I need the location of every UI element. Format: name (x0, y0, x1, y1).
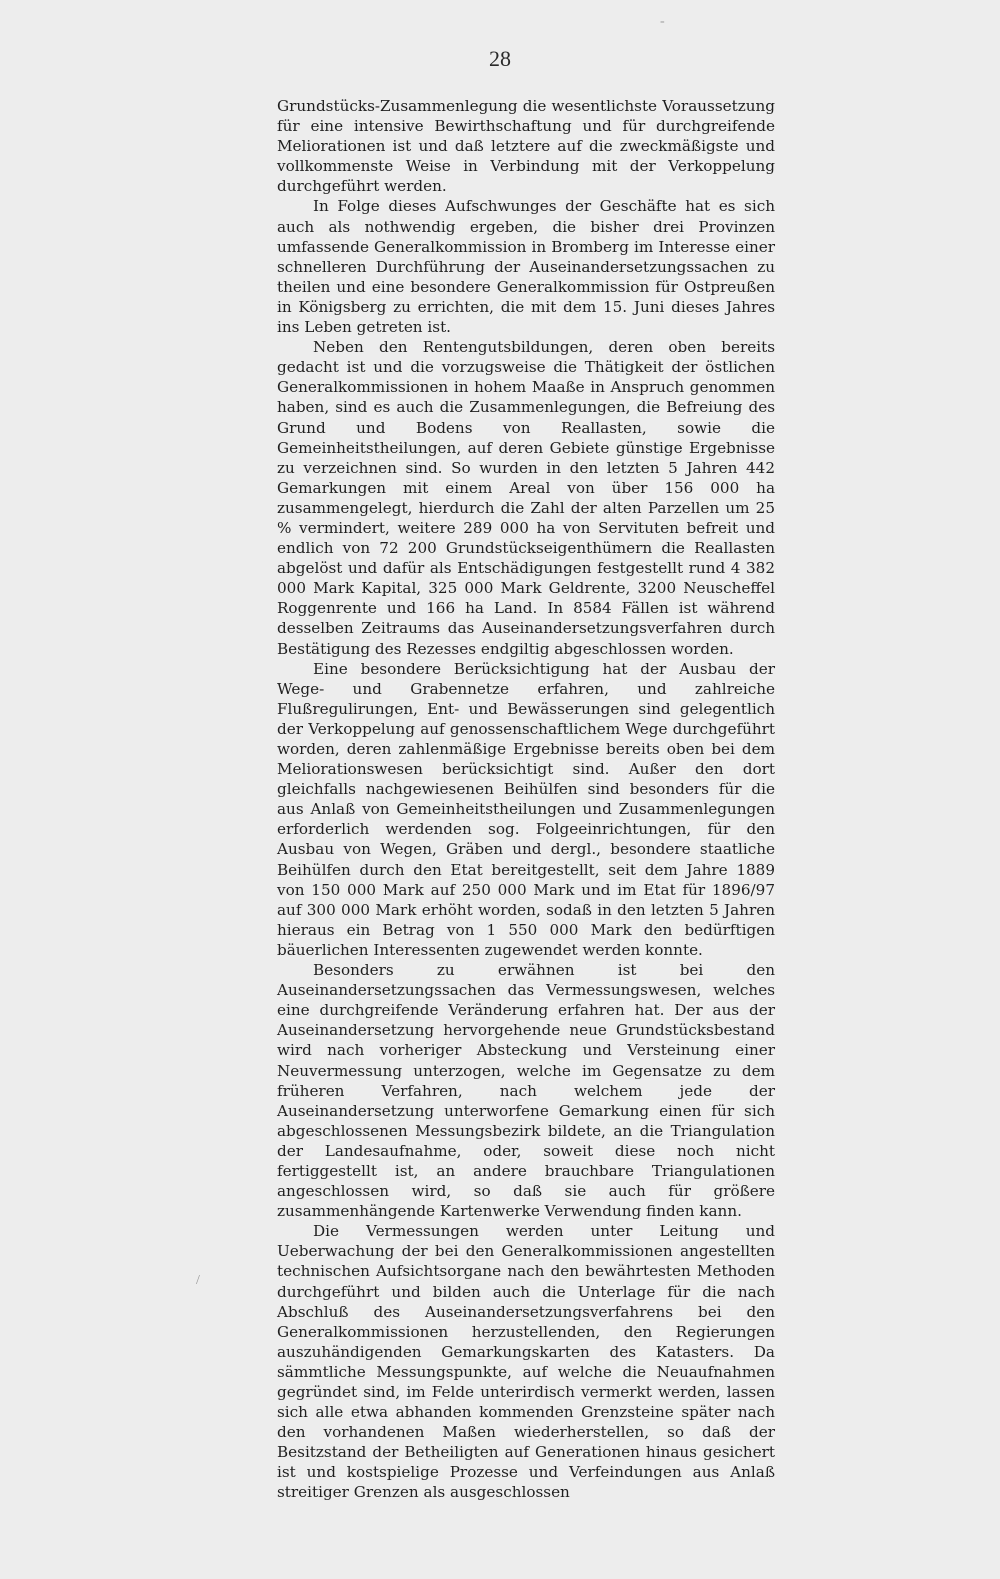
paragraph-3: Neben den Rentengutsbildungen, deren oben bereits gedacht ist und die vorzugsweise die Thätigkeit der östlichen Generalkommissionen in hohem Maaße in Anspruch genommen haben, sind es auch die Zusammenlegungen, die Befreiung des Grund und Bodens von Reallasten, sowie die Gemeinheitstheilungen, auf deren Gebiete günstige Ergebnisse zu verzeichnen sind. So wurden in den letzten 5 Jahren 442 Gemarkungen mit einem Areal von über 156 000 ha zusammengelegt, hierdurch die Zahl der alten Parzellen um 25 % vermindert, weitere 289 000 ha von Servituten befreit und endlich von 72 200 Grundstückseigenthümern die Reallasten abgelöst und dafür als Entschädigungen festgestellt rund 4 382 000 Mark Kapital, 325 000 Mark Geldrente, 3200 Neuscheffel Roggenrente und 166 ha Land. In 8584 Fällen ist während desselben Zeitraums das Auseinandersetzungsverfahren durch Bestätigung des Rezesses endgiltig abgeschlossen worden. (277, 338, 775, 658)
paragraph-1: Grundstücks-Zusammenlegung die wesentlichste Voraussetzung für eine intensive Bewirthschaftung und für durchgreifende Meliorationen ist und daß letztere auf die zweckmäßigste und vollkommenste Weise in Verbindung mit der Verkoppelung durchgeführt werden. (277, 97, 775, 196)
paragraph-5: Besonders zu erwähnen ist bei den Auseinandersetzungssachen das Vermessungswesen, welches eine durchgreifende Veränderung erfahren hat. Der aus der Auseinandersetzung hervorgehende neue Grundstücksbestand wird nach vorheriger Absteckung und Versteinung einer Neuvermessung unterzogen, welche im Gegensatze zu dem früheren Verfahren, nach welchem jede der Auseinandersetzung unterworfene Gemarkung einen für sich abgeschlossenen Messungsbezirk bildete, an die Triangulation der Landesaufnahme, oder, soweit diese noch nicht fertiggestellt ist, an andere brauchbare Triangulationen angeschlossen wird, so daß sie auch für größere zusammenhängende Kartenwerke Verwendung finden kann. (277, 961, 775, 1221)
margin-mark: / (196, 1273, 200, 1288)
paragraph-4: Eine besondere Berücksichtigung hat der Ausbau der Wege- und Grabennetze erfahren, und zahlreiche Flußregulirungen, Ent- und Bewässerungen sind gelegentlich der Verkoppelung auf genossenschaftlichem Wege durchgeführt worden, deren zahlenmäßige Ergebnisse bereits oben bei dem Meliorationswesen berücksichtigt sind. Außer den dort gleichfalls nachgewiesenen Beihülfen sind besonders für die aus Anlaß von Gemeinheitstheilungen und Zusammenlegungen erforderlich werdenden sog. Folgeeinrichtungen, für den Ausbau von Wegen, Gräben und dergl., besondere staatliche Beihülfen durch den Etat bereitgestellt, seit dem Jahre 1889 von 150 000 Mark auf 250 000 Mark und im Etat für 1896/97 auf 300 000 Mark erhöht worden, sodaß in den letzten 5 Jahren hieraus ein Betrag von 1 550 000 Mark den bedürftigen bäuerlichen Interessenten zugewendet werden konnte. (277, 659, 775, 959)
margin-mark-top: - (660, 14, 665, 29)
body-text (277, 96, 775, 1503)
paragraph-6: Die Vermessungen werden unter Leitung und Ueberwachung der bei den Generalkommissionen angestellten technischen Aufsichtsorgane nach den bewährtesten Methoden durchgeführt und bilden auch die Unterlage für die nach Abschluß des Auseinandersetzungsverfahrens bei den Generalkommissionen herzustellenden, den Regierungen auszuhändigenden Gemarkungskarten des Katasters. Da sämmtliche Messungspunkte, auf welche die Neuaufnahmen gegründet sind, im Felde unterirdisch vermerkt werden, lassen sich alle etwa abhanden kommenden Grenzsteine später nach den vorhandenen Maßen wiederherstellen, so daß der Besitzstand der Betheiligten auf Generationen hinaus gesichert ist und kostspielige Prozesse und Verfeindungen aus Anlaß streitiger Grenzen als ausgeschlossen (277, 1222, 775, 1502)
paragraph-2: In Folge dieses Aufschwunges der Geschäfte hat es sich auch als nothwendig ergeben, die bisher drei Provinzen umfassende Generalkommission in Bromberg im Interesse einer schnelleren Durchführung der Auseinandersetzungssachen zu theilen und eine besondere Generalkommission für Ostpreußen in Königsberg zu errichten, die mit dem 15. Juni dieses Jahres ins Leben getreten ist. (277, 197, 775, 337)
page-number: 28 (489, 46, 511, 71)
